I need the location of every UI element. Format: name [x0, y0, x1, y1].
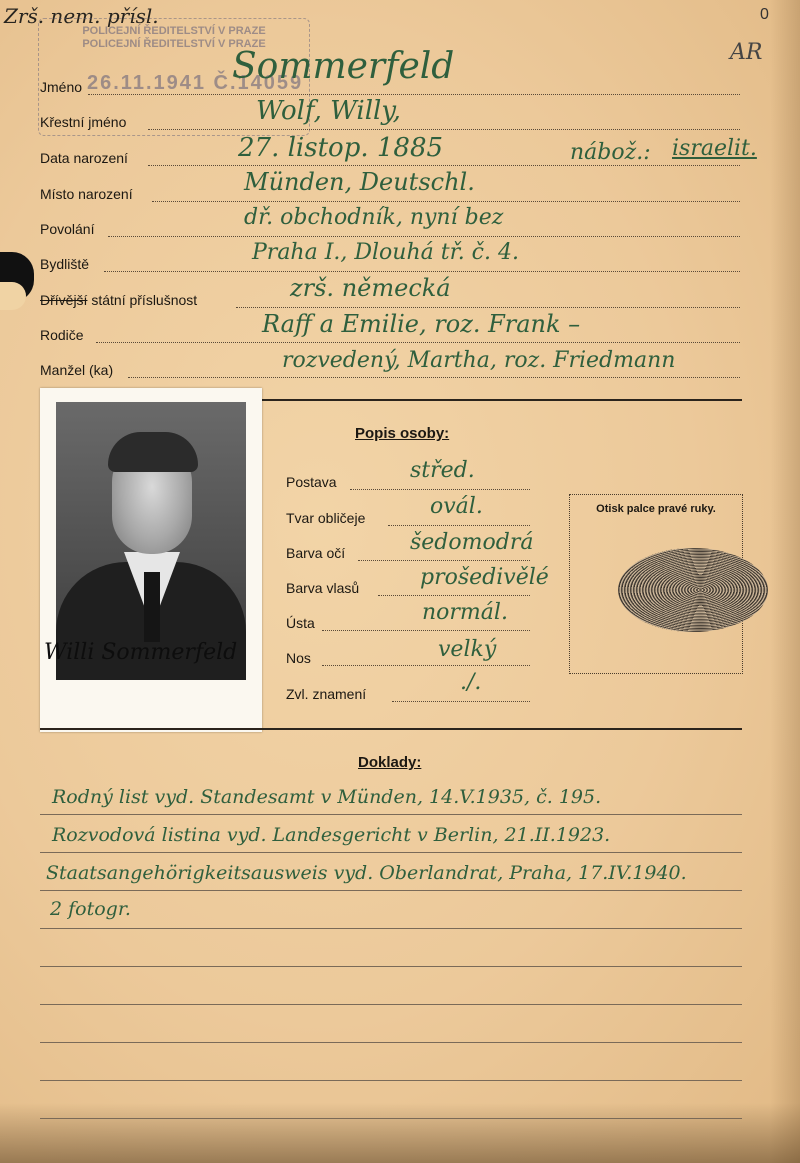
- popis-line-oci: [358, 560, 530, 561]
- corner-mark: 0: [760, 6, 769, 23]
- divider-middle: [40, 728, 742, 730]
- label-misto: Místo narození: [40, 186, 133, 202]
- popis-value-nos: velký: [438, 637, 497, 662]
- line-misto: [152, 201, 740, 202]
- value-bydliste: Praha I., Dlouhá tř. č. 4.: [252, 240, 519, 265]
- value-jmeno: Sommerfeld: [232, 46, 455, 87]
- paper-bottom-shadow: [0, 1103, 800, 1163]
- doklady-rule-2: [40, 852, 742, 853]
- doklady-line-1: Rodný list vyd. Standesamt v Münden, 14.V.1935, č. 195.: [52, 786, 602, 808]
- stamp-number: 26.11.1941 Č.14059: [87, 72, 304, 94]
- popis-label-nos: Nos: [286, 650, 311, 666]
- doklady-line-4: 2 fotogr.: [50, 898, 131, 920]
- thumbprint-icon: [618, 548, 768, 632]
- doklady-rule-1: [40, 814, 742, 815]
- value-manzel: rozvedený, Martha, roz. Friedmann: [282, 348, 676, 373]
- value-nabozenstvi: israelit.: [672, 136, 757, 161]
- popis-line-postava: [350, 489, 530, 490]
- popis-label-vlasu: Barva vlasů: [286, 580, 360, 596]
- value-narozeni: 27. listop. 1885: [238, 133, 444, 163]
- top-handwritten-note: Zrš. nem. přísl.: [4, 4, 159, 28]
- label-povolani: Povolání: [40, 221, 95, 237]
- label-jmeno: Jméno: [40, 79, 83, 95]
- thumbprint-label: Otisk palce pravé ruky.: [596, 503, 716, 515]
- line-prislusnost: [236, 307, 740, 308]
- label-prislusnost-struck: Dřívější: [40, 292, 88, 308]
- stamp-line-2: POLICEJNÍ ŘEDITELSTVÍ V PRAZE: [82, 38, 266, 50]
- doklady-rule-4: [40, 928, 742, 929]
- stamp-line-1: POLICEJNÍ ŘEDITELSTVÍ V PRAZE: [82, 25, 266, 37]
- label-nabozenstvi: nábož.:: [570, 140, 651, 165]
- doklady-rule-7: [40, 1042, 742, 1043]
- doklady-rule-3: [40, 890, 742, 891]
- punch-hole-tear: [0, 282, 26, 310]
- popis-title: Popis osoby:: [355, 425, 450, 442]
- paper-edge-shadow: [770, 0, 800, 1163]
- doklady-line-3: Staatsangehörigkeitsausweis vyd. Oberlandrat, Praha, 17.IV.1940.: [46, 862, 687, 884]
- popis-value-tvar: ovál.: [430, 494, 483, 519]
- label-krestni: Křestní jméno: [40, 114, 127, 130]
- line-manzel: [128, 377, 740, 378]
- doklady-line-2: Rozvodová listina vyd. Landesgericht v Berlin, 21.II.1923.: [52, 824, 611, 846]
- popis-line-tvar: [388, 525, 530, 526]
- doklady-rule-6: [40, 1004, 742, 1005]
- label-prislusnost-text: státní příslušnost: [91, 292, 198, 308]
- value-misto: Münden, Deutschl.: [244, 168, 475, 196]
- label-prislusnost: [40, 292, 197, 308]
- line-povolani: [108, 236, 740, 237]
- label-rodice: Rodiče: [40, 327, 84, 343]
- popis-line-znameni: [392, 701, 530, 702]
- value-povolani: dř. obchodník, nyní bez: [244, 205, 504, 230]
- popis-value-postava: střed.: [410, 458, 475, 483]
- portrait-photo: [56, 402, 246, 680]
- label-bydliste: Bydliště: [40, 256, 90, 272]
- popis-line-nos: [322, 665, 530, 666]
- initials-mark: AR: [730, 40, 763, 65]
- portrait-hair: [108, 432, 198, 472]
- popis-label-oci: Barva očí: [286, 545, 346, 561]
- popis-value-usta: normál.: [422, 600, 508, 625]
- divider-top: [262, 399, 742, 401]
- doklady-rule-5: [40, 966, 742, 967]
- line-narozeni: [148, 165, 740, 166]
- popis-value-znameni: ./.: [460, 670, 482, 695]
- photo-signature: Willi Sommerfeld: [44, 640, 238, 665]
- popis-label-postava: Postava: [286, 474, 337, 490]
- popis-label-znameni: Zvl. znamení: [286, 686, 367, 702]
- value-rodice: Raff a Emilie, roz. Frank –: [262, 310, 581, 338]
- line-jmeno: [88, 94, 740, 95]
- line-bydliste: [104, 271, 740, 272]
- popis-line-usta: [322, 630, 530, 631]
- popis-label-tvar: Tvar obličeje: [286, 510, 366, 526]
- value-krestni: Wolf, Willy,: [256, 96, 401, 126]
- popis-line-vlasu: [378, 595, 530, 596]
- popis-value-vlasu: prošedivělé: [420, 565, 549, 590]
- doklady-rule-8: [40, 1080, 742, 1081]
- label-manzel: Manžel (ka): [40, 362, 114, 378]
- value-prislusnost: zrš. německá: [290, 274, 451, 302]
- popis-value-oci: šedomodrá: [410, 530, 534, 555]
- doklady-title: Doklady:: [358, 754, 422, 771]
- photo-card: [40, 388, 262, 732]
- portrait-tie: [144, 572, 160, 642]
- line-rodice: [96, 342, 740, 343]
- popis-label-usta: Ústa: [286, 615, 315, 631]
- line-krestni: [148, 129, 740, 130]
- doklady-rule-9: [40, 1118, 742, 1119]
- label-narozeni: Data narození: [40, 150, 128, 166]
